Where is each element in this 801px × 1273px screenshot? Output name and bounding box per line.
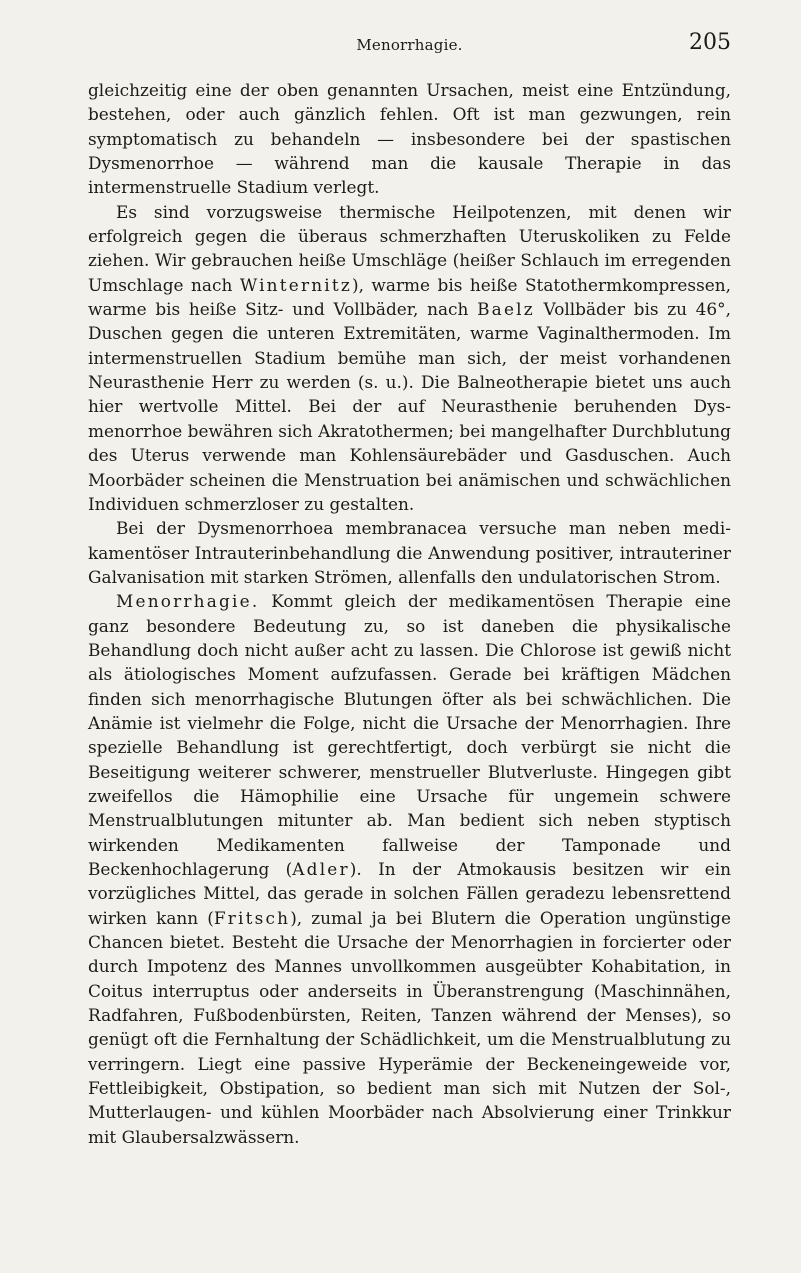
spaced-emphasis: Fritsch bbox=[213, 907, 291, 928]
spaced-emphasis: Menorrhagie. bbox=[116, 591, 260, 612]
text-segment: ), warme bis heiße Statothermkompressen, warme bis heiße Sitz- und Vollbäder, nach bbox=[88, 274, 731, 320]
text-segment: gleichzeitig eine der oben genannten Ursachen, meist eine Entzündung, bestehen, oder auch gänzlich fehlen. Oft ist man gezwungen, rein symptomatisch zu behandeln — insbesondere bei der spastischen Dysmenorrhoe — während man die kausale Therapie in das intermenstruelle Stadium verlegt. bbox=[88, 80, 731, 198]
text-segment: ), zumal ja bei Blutern die Operation ungünstige Chancen bietet. Besteht die Ursache der Menorrhagien in forcierter oder durch Impotenz des Mannes unvollkommen ausgeübter Kohabitation, in Coitus interruptus oder anderseits in Überanstrengung (Maschinnähen, Radfahren, Fußbodenbürsten, Reiten, Tanzen während der Menses), so genügt oft die Fernhaltung der Schädlichkeit, um die Menstrualblutung zu verringern. Liegt eine passive Hyperämie der Beckeneingeweide vor, Fettleibigkeit, Obstipation, so bedient man sich mit Nutzen der Sol-, Mutterlaugen- und kühlen Moorbäder nach Absolvierung einer Trinkkur mit Glaubersalzwässern. bbox=[88, 907, 731, 1147]
paragraph bbox=[88, 516, 731, 589]
body-text bbox=[88, 78, 731, 1149]
text-segment: ). In der Atmokausis besitzen wir ein vorzügliches Mittel, das gerade in solchen Fällen geradezu lebensrettend wirken kann ( bbox=[88, 859, 731, 928]
page-number: 205 bbox=[689, 30, 731, 55]
text-segment: Vollbäder bis zu 46°, Duschen gegen die unteren Extremitäten, warme Vaginalthermoden. Im intermenstruellen Stadium bemühe man sich, der meist vorhandenen Neurasthenie Herr zu werden (s. u.). Die Balneotherapie bietet uns auch hier wertvolle Mittel. Bei der auf Neurasthenie beruhenden Dysmenorrhoe bewähren sich Akratothermen; bei mangelhafter Durchblutung des Uterus verwende man Kohlensäurebäder und Gasduschen. Auch Moorbäder scheinen die Menstruation bei anämischen und schwächlichen Individuen schmerzloser zu gestalten. bbox=[88, 299, 731, 514]
paragraph bbox=[88, 589, 731, 1149]
text-segment: Kommt gleich der medikamentösen Therapie eine ganz besondere Bedeutung zu, so ist daneben die physikalische Behandlung doch nicht außer acht zu lassen. Die Chlorose ist gewiß nicht als ätiologisches Moment aufzufassen. Gerade bei kräftigen Mädchen finden sich menorrhagische Blutungen öfter als bei schwächlichen. Die Anämie ist vielmehr die Folge, nicht die Ursache der Menorrhagien. Ihre spezielle Behandlung ist gerechtfertigt, doch verbürgt sie nicht die Beseitigung weiterer schwerer, menstrueller Blutverluste. Hingegen gibt zweifellos die Hämophilie eine Ursache für ungemein schwere Menstrualblutungen mitunter ab. Man bedient sich neben styptisch wirkenden Medikamenten fallweise der Tamponade und Beckenhochlagerung ( bbox=[88, 591, 731, 879]
running-title: Menorrhagie. bbox=[356, 36, 463, 54]
running-head bbox=[88, 30, 731, 64]
spaced-emphasis: Adler bbox=[292, 859, 350, 879]
paragraph bbox=[88, 78, 731, 200]
text-segment: Bei der Dysmenorrhoea membranacea versuche man neben medikamentöser Intrauterinbehandlung die Anwendung positiver, intrauteriner Galvanisation mit starken Strömen, allenfalls den undulatorischen Strom. bbox=[88, 518, 731, 587]
text-segment: Es sind vorzugsweise thermische Heilpotenzen, mit denen wir erfolgreich gegen die überaus schmerzhaften Uteruskoliken zu Felde ziehen. Wir gebrauchen heiße Umschläge (heißer Schlauch im erregenden Umschlage nach bbox=[88, 201, 731, 295]
spaced-emphasis: Winternitz bbox=[239, 274, 352, 295]
paragraph bbox=[88, 200, 731, 516]
spaced-emphasis: Baelz bbox=[477, 299, 535, 320]
